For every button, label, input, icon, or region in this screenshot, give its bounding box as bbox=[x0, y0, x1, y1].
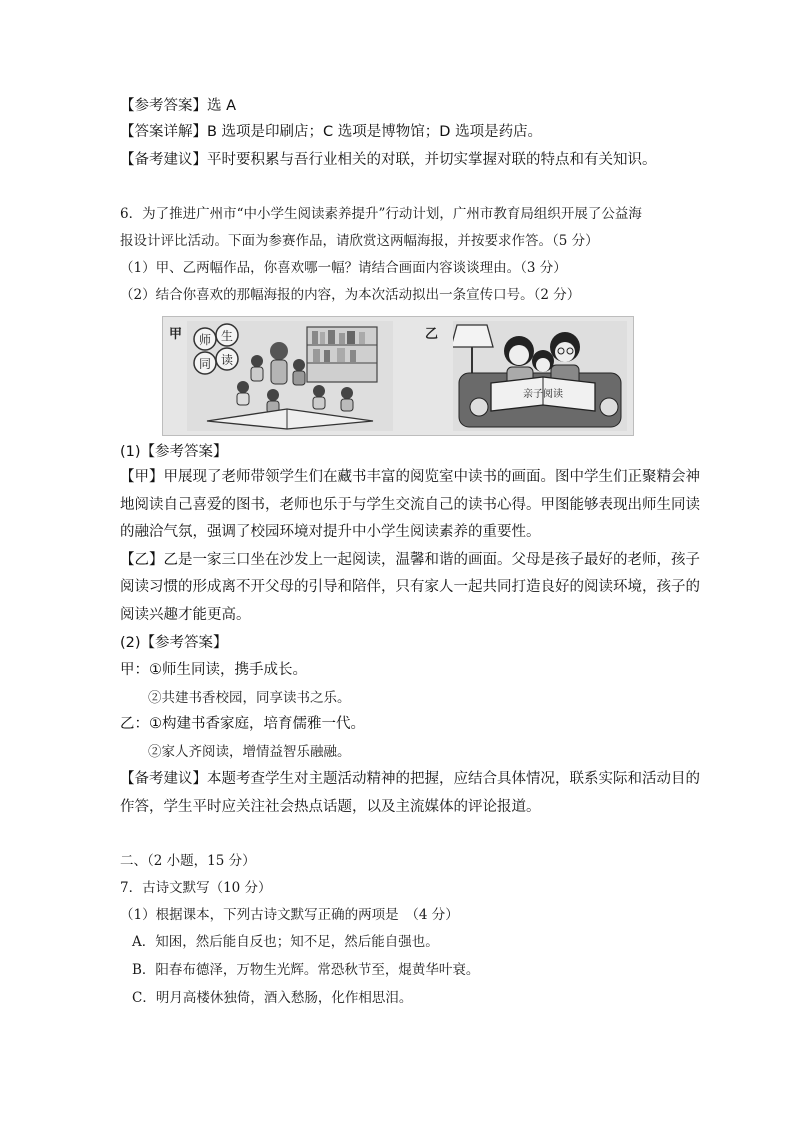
poster-b-book-text: 亲子阅读 bbox=[523, 389, 563, 400]
poster-a-char-2: 生 bbox=[220, 329, 234, 343]
q6-ans2-b2: ②家人齐阅读，增情益智乐融融。 bbox=[148, 744, 351, 760]
q6-ans2-heading: (2)【参考答案】 bbox=[120, 635, 228, 651]
q6-ans1-a-line2: 地阅读自己喜爱的图书，老师也乐于与学生交流自己的读书心得。甲图能够表现出师生同读 bbox=[120, 497, 700, 513]
q6-ans1-b-line3: 阅读兴趣才能更高。 bbox=[120, 607, 251, 623]
q6-ans1-a-line1: 【甲】甲展现了老师带领学生们在藏书丰富的阅览室中读书的画面。图中学生们正聚精会神 bbox=[120, 469, 700, 485]
q6-sub1: （1）甲、乙两幅作品，你喜欢哪一幅？请结合画面内容谈谈理由。（3 分） bbox=[120, 260, 567, 276]
q7-sub1: （1）根据课本，下列古诗文默写正确的两项是 （4 分） bbox=[120, 907, 459, 923]
poster-a-char-3: 同 bbox=[198, 357, 212, 371]
q6-sub2: （2）结合你喜欢的那幅海报的内容，为本次活动拟出一条宣传口号。（2 分） bbox=[120, 287, 581, 303]
q6-ans1-a-line3: 的融洽气氛，强调了校园环境对提升中小学生阅读素养的重要性。 bbox=[120, 524, 541, 540]
q6-ans1-b-line2: 阅读习惯的形成离不开父母的引导和陪伴，只有家人一起共同打造良好的阅读环境，孩子的 bbox=[120, 579, 700, 595]
poster-a-label: 甲 bbox=[169, 327, 183, 342]
q7-option-a: A．知困，然后能自反也；知不足，然后能自强也。 bbox=[132, 934, 439, 950]
q5-answer: 【参考答案】选 A bbox=[120, 98, 237, 114]
poster-a-char-4: 读 bbox=[220, 353, 234, 367]
q6-ans2-a1: 甲：①师生同读，携手成长。 bbox=[120, 662, 307, 678]
q7-option-c: C．明月高楼休独倚，酒入愁肠，化作相思泪。 bbox=[132, 990, 413, 1006]
q6-ans2-a2: ②共建书香校园，同享读书之乐。 bbox=[148, 690, 351, 706]
poster-b-label: 乙 bbox=[425, 327, 439, 342]
q5-advice: 【备考建议】平时要积累与吾行业相关的对联，并切实掌握对联的特点和有关知识。 bbox=[120, 152, 657, 168]
q7-option-b: B．阳春布德泽，万物生光辉。常恐秋节至，焜黄华叶衰。 bbox=[132, 962, 480, 978]
q6-stem-line1: 6．为了推进广州市“中小学生阅读素养提升”行动计划，广州市教育局组织开展了公益海 bbox=[120, 206, 642, 222]
q5-detail: 【答案详解】B 选项是印刷店；C 选项是博物馆；D 选项是药店。 bbox=[120, 124, 543, 140]
q6-advice-line2: 作答，学生平时应关注社会热点话题，以及主流媒体的评论报道。 bbox=[120, 799, 541, 815]
q6-ans1-b-line1: 【乙】乙是一家三口坐在沙发上一起阅读，温馨和谐的画面。父母是孩子最好的老师，孩子 bbox=[120, 552, 700, 568]
q7-title: 7．古诗文默写（10 分） bbox=[120, 880, 272, 896]
poster-b-illustration bbox=[453, 321, 627, 431]
q6-ans2-b1: 乙：①构建书香家庭，培育儒雅一代。 bbox=[120, 716, 365, 732]
poster-a-illustration bbox=[187, 321, 393, 431]
poster-a-char-1: 师 bbox=[198, 333, 212, 347]
section-2-heading: 二、（2 小题，15 分） bbox=[120, 853, 256, 869]
q6-stem-line2: 报设计评比活动。下面为参赛作品，请欣赏这两幅海报，并按要求作答。（5 分） bbox=[120, 233, 599, 249]
q6-advice-line1: 【备考建议】本题考查学生对主题活动精神的把握，应结合具体情况，联系实际和活动目的 bbox=[120, 771, 700, 787]
q6-ans1-heading: (1)【参考答案】 bbox=[120, 444, 228, 460]
poster-figure bbox=[162, 316, 634, 436]
